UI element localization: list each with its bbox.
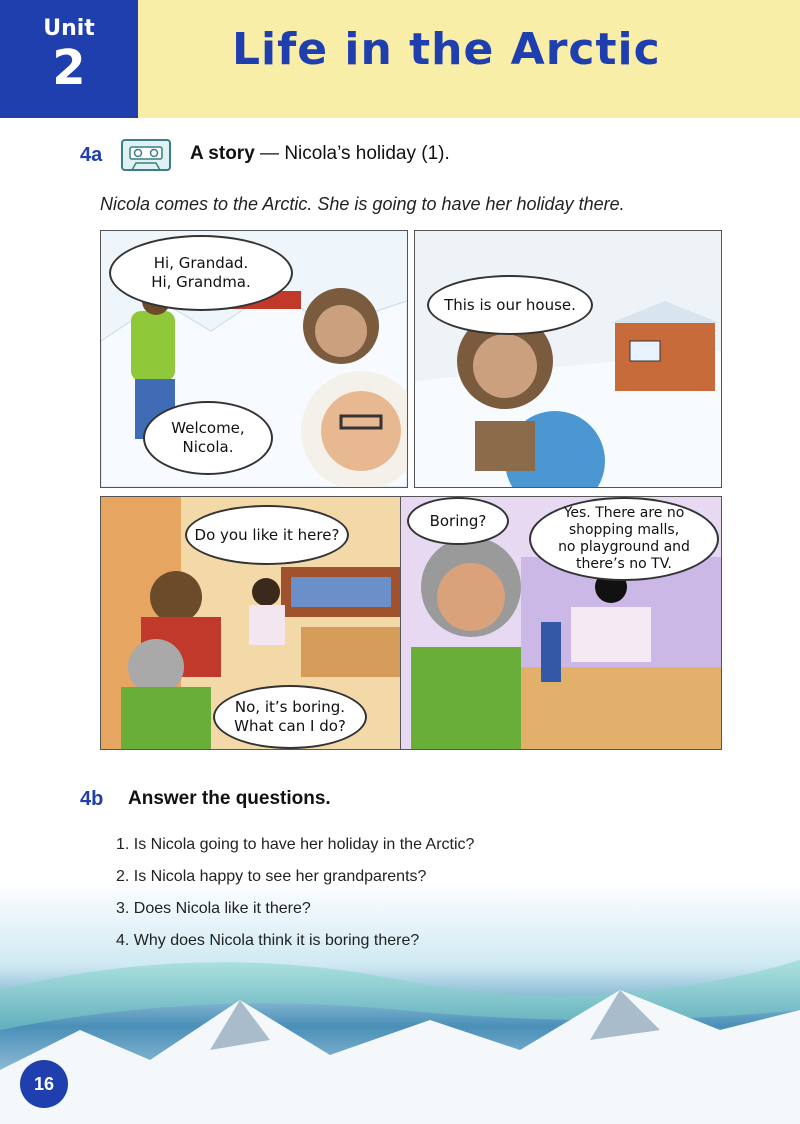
story-title-bold: A story: [190, 143, 255, 164]
page-number: 16: [20, 1060, 68, 1108]
comic-panel-4: [400, 496, 722, 750]
questions-list: [116, 832, 474, 960]
arctic-house-illustration: [415, 231, 721, 487]
comic-panel-2: [414, 230, 722, 488]
section-b-number: 4b: [80, 788, 104, 810]
speech-bubble-boring-question: Boring?: [407, 497, 509, 545]
cassette-tape-icon[interactable]: [120, 136, 172, 174]
page-title: Life in the Arctic: [232, 24, 661, 75]
question-item: 4. Why does Nicola think it is boring there?: [116, 932, 420, 949]
speech-bubble-its-boring: No, it’s boring. What can I do?: [213, 685, 367, 749]
unit-number: 2: [52, 40, 86, 96]
story-intro: Nicola comes to the Arctic. She is going to have her holiday there.: [100, 194, 625, 214]
speech-bubble-no-malls: Yes. There are no shopping malls, no playground and there’s no TV.: [529, 497, 719, 581]
comic-panel-1: [100, 230, 408, 488]
unit-badge: [0, 0, 138, 118]
comic-panel-3: [100, 496, 408, 750]
speech-bubble-hi-grandad: Hi, Grandad. Hi, Grandma.: [109, 235, 293, 311]
unit-label: Unit: [43, 16, 95, 41]
question-item: 1. Is Nicola going to have her holiday in the Arctic?: [116, 836, 475, 853]
speech-bubble-like-it-here: Do you like it here?: [185, 505, 349, 565]
question-item: 3. Does Nicola like it there?: [116, 900, 311, 917]
section-a-number: 4a: [80, 144, 103, 166]
speech-bubble-welcome: Welcome, Nicola.: [143, 401, 273, 475]
story-title-rest: — Nicola’s holiday (1).: [254, 143, 450, 164]
questions-heading: Answer the questions.: [128, 788, 331, 809]
story-title: [190, 143, 450, 165]
question-item: 2. Is Nicola happy to see her grandparents?: [116, 868, 427, 885]
speech-bubble-our-house: This is our house.: [427, 275, 593, 335]
